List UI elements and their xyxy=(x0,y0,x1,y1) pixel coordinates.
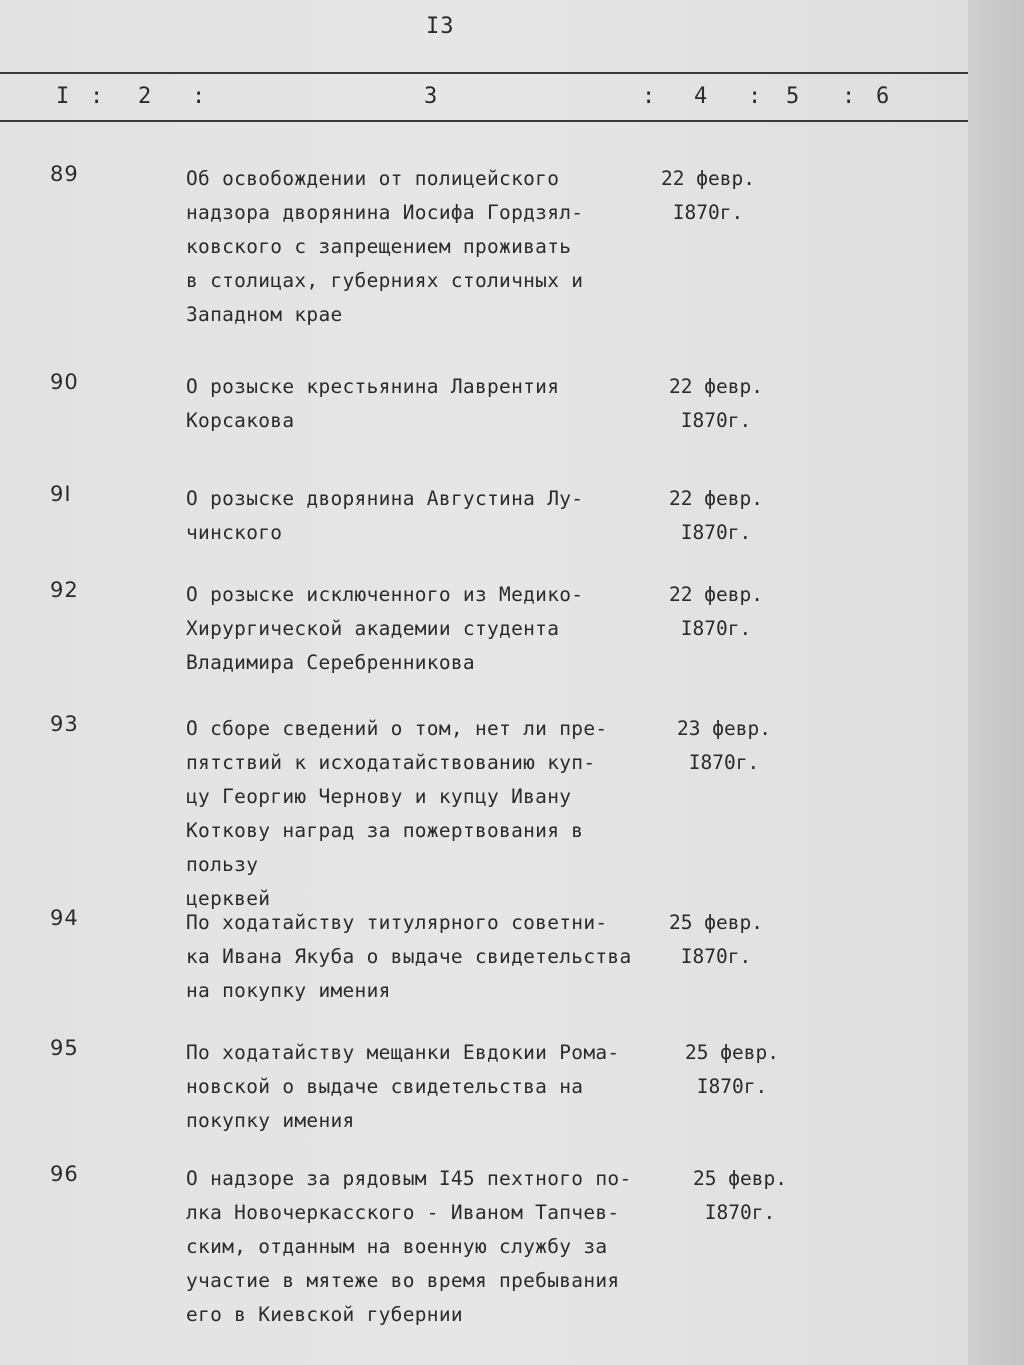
column-3-label: 3 xyxy=(424,84,438,109)
entry-number: 94 xyxy=(50,906,79,930)
entry-title: О надзоре за рядовым I45 пехтного по- лка Новочеркасского - Иваном Тапчев- ским, отданным на военную службу за участие в мятеже во время пребывания его в Киевской губернии xyxy=(186,1167,632,1326)
header-bottom-rule xyxy=(0,120,968,122)
entry-title: О розыске крестьянина Лаврентия Корсакова xyxy=(186,375,560,432)
entry-title: По ходатайству титулярного советни- ка Ивана Якуба о выдаче свидетельства на покупку имения xyxy=(186,911,632,1002)
column-separator: : xyxy=(642,84,656,109)
entry-title: О розыске исключенного из Медико- Хирургической академии студента Владимира Серебренникова xyxy=(186,583,584,674)
page-edge xyxy=(968,0,1024,1365)
entry-number: 92 xyxy=(50,578,79,602)
page-number: I3 xyxy=(426,14,455,39)
entry-date: 22 февр. I870г. xyxy=(669,375,763,432)
column-separator: : xyxy=(192,84,206,109)
column-4-label: 4 xyxy=(694,84,708,109)
entry-number: 9I xyxy=(50,482,72,506)
column-header-row xyxy=(0,84,968,118)
entry-number: 89 xyxy=(50,162,79,186)
entry-number: 93 xyxy=(50,712,79,736)
column-6-label: 6 xyxy=(876,84,890,109)
entry-date: 25 февр. I870г. xyxy=(685,1041,779,1098)
entry-date: 22 февр. I870г. xyxy=(669,583,763,640)
entry-date: 22 февр. I870г. xyxy=(669,487,763,544)
entry-title: О сборе сведений о том, нет ли пре- пятствий к исходатайствованию куп- цу Георгию Чернову и купцу Ивану Коткову наград за пожертвования в пользу церквей xyxy=(186,717,608,910)
entry-date: 22 февр. I870г. xyxy=(661,167,755,224)
entry-number: 90 xyxy=(50,370,79,394)
header-top-rule xyxy=(0,72,968,74)
column-1-label: I xyxy=(56,84,70,109)
entry-date: 25 февр. I870г. xyxy=(693,1167,787,1224)
entry-title: Об освобождении от полицейского надзора дворянина Иосифа Гордзял- ковского с запрещением проживать в столицах, губерниях столичных и Западном крае xyxy=(186,167,584,326)
entry-date: 23 февр. I870г. xyxy=(677,717,771,774)
entry-title: По ходатайству мещанки Евдокии Рома- новской о выдаче свидетельства на покупку имения xyxy=(186,1041,620,1132)
column-5-label: 5 xyxy=(786,84,800,109)
column-separator: : xyxy=(842,84,856,109)
column-separator: : xyxy=(748,84,762,109)
column-separator: : xyxy=(90,84,104,109)
entry-number: 95 xyxy=(50,1036,79,1060)
entry-title: О розыске дворянина Августина Лу- чинского xyxy=(186,487,584,544)
entry-date: 25 февр. I870г. xyxy=(669,911,763,968)
entry-number: 96 xyxy=(50,1162,79,1186)
column-2-label: 2 xyxy=(138,84,152,109)
